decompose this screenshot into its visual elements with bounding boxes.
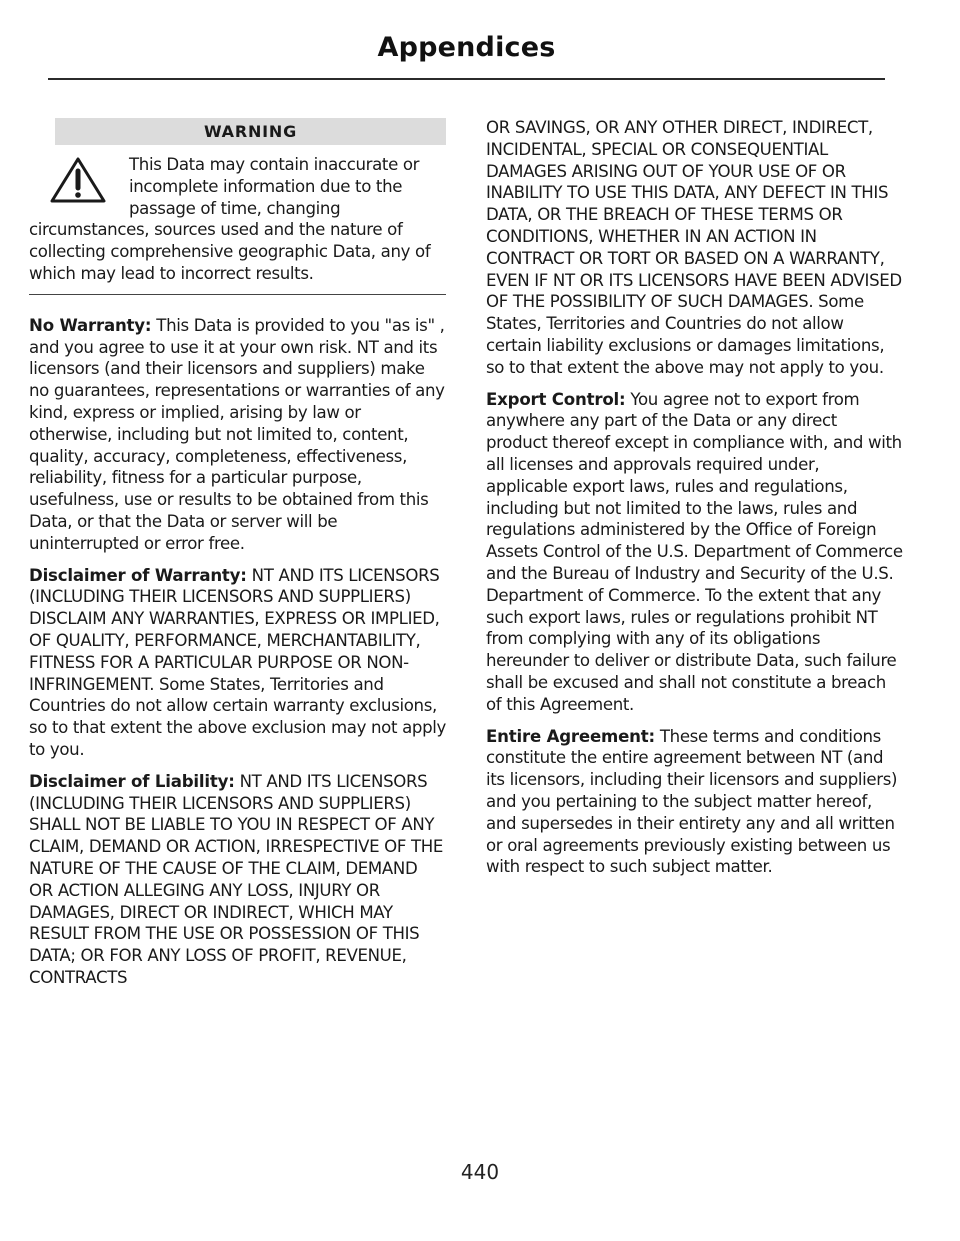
disclaimer-liability-paragraph bbox=[29, 771, 446, 989]
disclaimer-liability-continued bbox=[486, 117, 903, 379]
page-header bbox=[48, 28, 885, 80]
warning-box bbox=[29, 118, 446, 295]
disclaimer-liability-text-part1: NT AND ITS LICENSORS (INCLUDING THEIR LICENSORS AND SUPPLIERS) SHALL NOT BE LIABLE TO YOU IN RESPECT OF ANY CLAIM, DEMAND OR ACTION, IRRESPECTIVE OF THE NATURE OF THE CAUSE OF THE CLAIM, DEMAND OR ACTION ALLEGING ANY LOSS, INJURY OR DAMAGES, DIRECT OR INDIRECT, WHICH MAY RESULT FROM THE USE OR POSSESSION OF THIS DATA; OR FOR ANY LOSS OF PROFIT, REVENUE, CONTRACTS bbox=[29, 771, 444, 987]
entire-agreement-heading: Entire Agreement: bbox=[486, 726, 655, 746]
warning-body bbox=[29, 154, 446, 285]
left-column bbox=[29, 118, 446, 999]
disclaimer-warranty-heading: Disclaimer of Warranty: bbox=[29, 565, 247, 585]
page-title: Appendices bbox=[377, 32, 556, 63]
right-column bbox=[486, 117, 903, 888]
disclaimer-warranty-paragraph bbox=[29, 565, 446, 761]
entire-agreement-paragraph bbox=[486, 726, 903, 879]
export-control-paragraph bbox=[486, 389, 903, 716]
export-control-text: You agree not to export from anywhere any part of the Data or any direct product thereof except in compliance with, and with all licenses and approvals required under, applicable export laws, rules and regulations, including but not limited to the laws, rules and regulations administered by the Office of Foreign Assets Control of the U.S. Department of Commerce and the Bureau of Industry and Security of the U.S. Department of Commerce. To the extent that any such export laws, rules or regulations prohibit NT from complying with any of its obligations hereunder to deliver or distribute Data, such failure shall be excused and shall not constitute a breach of this Agreement. bbox=[486, 389, 903, 714]
no-warranty-heading: No Warranty: bbox=[29, 315, 152, 335]
disclaimer-liability-text-part2: OR SAVINGS, OR ANY OTHER DIRECT, INDIRECT, INCIDENTAL, SPECIAL OR CONSEQUENTIAL DAMAGES ARISING OUT OF YOUR USE OF OR INABILITY TO USE THIS DATA, ANY DEFECT IN THIS DATA, OR THE BREACH OF THESE TERMS OR CONDITIONS, WHETHER IN AN ACTION IN CONTRACT OR TORT OR BASED ON A WARRANTY, EVEN IF NT OR ITS LICENSORS HAVE BEEN ADVISED OF THE POSSIBILITY OF SUCH DAMAGES. Some States, Territories and Countries do not allow certain liability exclusions or damages limitations, so to that extent the above may not apply to you. bbox=[486, 118, 902, 377]
no-warranty-text: This Data is provided to you "as is" , and you agree to use it at your own risk. NT and its licensors (and their licensors and suppliers) make no guarantees, representations or warranties of any kind, express or implied, arising by law or otherwise, including but not limited to, content, quality, accuracy, completeness, effectiveness, reliability, fitness for a particular purpose, usefulness, use or results to be obtained from this Data, or that the Data or server will be uninterrupted or error free. bbox=[29, 315, 445, 553]
disclaimer-liability-heading: Disclaimer of Liability: bbox=[29, 771, 235, 791]
warning-text: This Data may contain inaccurate or incomplete information due to the passage of time, changing circumstances, sources used and the nature of collecting comprehensive geographic Data, any of which may lead to incorrect results. bbox=[29, 155, 431, 283]
warning-title: WARNING bbox=[55, 118, 446, 145]
export-control-heading: Export Control: bbox=[486, 389, 626, 409]
warning-triangle-icon bbox=[49, 156, 107, 204]
disclaimer-warranty-text: NT AND ITS LICENSORS (INCLUDING THEIR LICENSORS AND SUPPLIERS) DISCLAIM ANY WARRANTIES, EXPRESS OR IMPLIED, OF QUALITY, PERFORMANCE, MERCHANTABILITY, FITNESS FOR A PARTICULAR PURPOSE OR NON-INFRINGEMENT. Some States, Territories and Countries do not allow certain warranty exclusions, so to that extent the above exclusion may not apply to you. bbox=[29, 565, 446, 759]
page-number: 440 bbox=[460, 1160, 500, 1184]
no-warranty-paragraph bbox=[29, 315, 446, 555]
entire-agreement-text: These terms and conditions constitute the entire agreement between NT (and its licensors, including their licensors and suppliers) and you pertaining to the subject matter hereof, and supersedes in their entirety any and all written or oral agreements previously existing between us with respect to such subject matter. bbox=[486, 726, 898, 877]
